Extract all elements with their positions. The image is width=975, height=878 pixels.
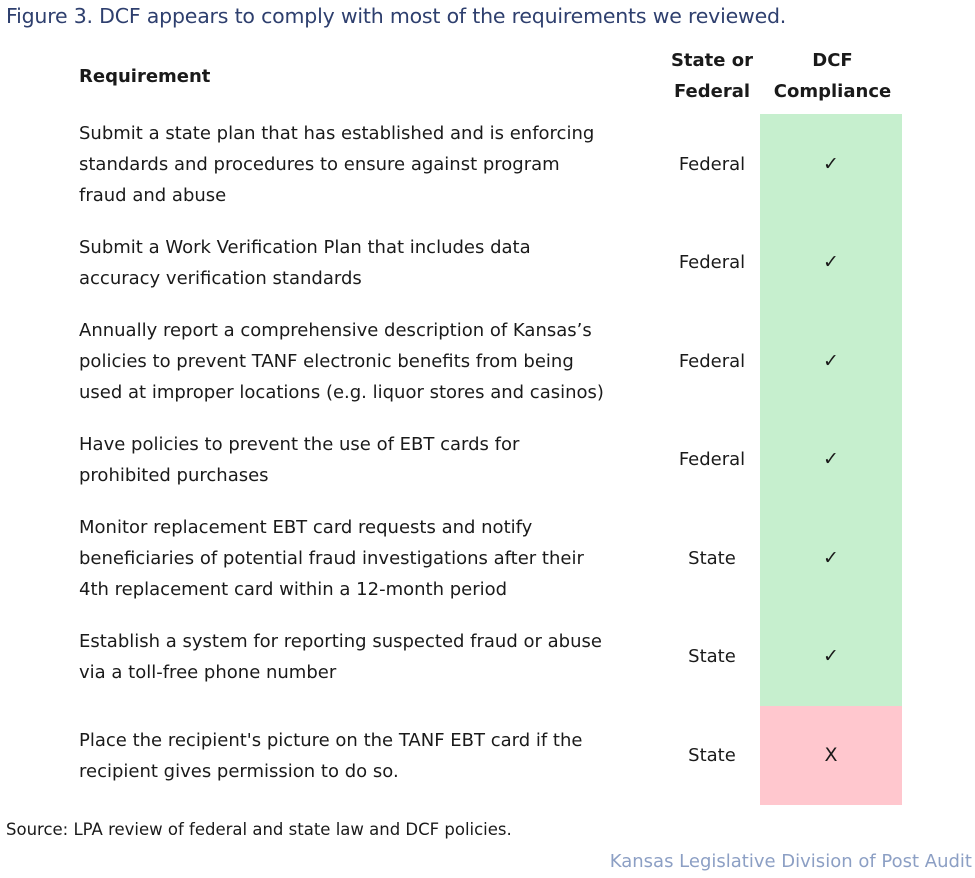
state-or-federal-cell: Federal bbox=[678, 449, 746, 470]
compliance-check-icon: ✓ bbox=[823, 645, 839, 667]
header-dcf-compliance bbox=[763, 45, 902, 107]
state-or-federal-cell: State bbox=[688, 548, 736, 569]
compliance-check-icon: ✓ bbox=[823, 153, 839, 175]
compliance-check-icon: ✓ bbox=[823, 350, 839, 372]
figure-title: Figure 3. DCF appears to comply with most of the requirements we reviewed. bbox=[6, 4, 787, 28]
requirement-line: policies to prevent TANF electronic benefits from being bbox=[79, 351, 574, 372]
credit-line: Kansas Legislative Division of Post Audit bbox=[609, 851, 972, 872]
header-dcf-compliance-line1: DCF bbox=[812, 50, 853, 71]
requirement-text bbox=[79, 429, 659, 491]
compliance-check-icon: ✓ bbox=[823, 251, 839, 273]
noncompliance-x-icon: X bbox=[824, 744, 838, 766]
requirement-line: 4th replacement card within a 12-month period bbox=[79, 579, 508, 600]
requirement-line: Submit a Work Verification Plan that includes data bbox=[79, 237, 531, 258]
source-note: Source: LPA review of federal and state law and DCF policies. bbox=[6, 820, 512, 839]
requirement-text bbox=[79, 118, 659, 211]
compliance-check-icon: ✓ bbox=[823, 547, 839, 569]
requirement-text bbox=[79, 232, 659, 294]
requirement-line: accuracy verification standards bbox=[79, 268, 362, 289]
requirement-text bbox=[79, 512, 659, 605]
state-or-federal-cell: State bbox=[688, 745, 736, 766]
header-state-or-federal-line2: Federal bbox=[673, 81, 751, 102]
requirement-line: Have policies to prevent the use of EBT cards for bbox=[79, 434, 520, 455]
header-dcf-compliance-line2: Compliance bbox=[773, 81, 892, 102]
header-state-or-federal bbox=[661, 45, 763, 107]
compliance-check-icon: ✓ bbox=[823, 448, 839, 470]
state-or-federal-cell: State bbox=[688, 646, 736, 667]
state-or-federal-cell: Federal bbox=[678, 252, 746, 273]
requirement-line: Monitor replacement EBT card requests and notify bbox=[79, 517, 533, 538]
requirement-line: beneficiaries of potential fraud investigations after their bbox=[79, 548, 584, 569]
requirement-line: via a toll-free phone number bbox=[79, 662, 337, 683]
requirement-text bbox=[79, 626, 659, 688]
header-state-or-federal-line1: State or bbox=[670, 50, 754, 71]
header-requirement: Requirement bbox=[79, 66, 211, 87]
compliant-column-fill bbox=[760, 114, 902, 706]
requirement-line: Annually report a comprehensive description of Kansas’s bbox=[79, 320, 592, 341]
requirement-line: Place the recipient's picture on the TANF EBT card if the bbox=[79, 730, 583, 751]
requirement-line: recipient gives permission to do so. bbox=[79, 761, 399, 782]
requirement-line: standards and procedures to ensure against program bbox=[79, 154, 560, 175]
requirement-text bbox=[79, 315, 659, 408]
requirement-text bbox=[79, 725, 659, 787]
state-or-federal-cell: Federal bbox=[678, 351, 746, 372]
requirement-line: Submit a state plan that has established and is enforcing bbox=[79, 123, 595, 144]
requirement-line: fraud and abuse bbox=[79, 185, 227, 206]
state-or-federal-cell: Federal bbox=[678, 154, 746, 175]
requirement-line: used at improper locations (e.g. liquor stores and casinos) bbox=[79, 382, 604, 403]
requirement-line: prohibited purchases bbox=[79, 465, 269, 486]
requirement-line: Establish a system for reporting suspected fraud or abuse bbox=[79, 631, 602, 652]
